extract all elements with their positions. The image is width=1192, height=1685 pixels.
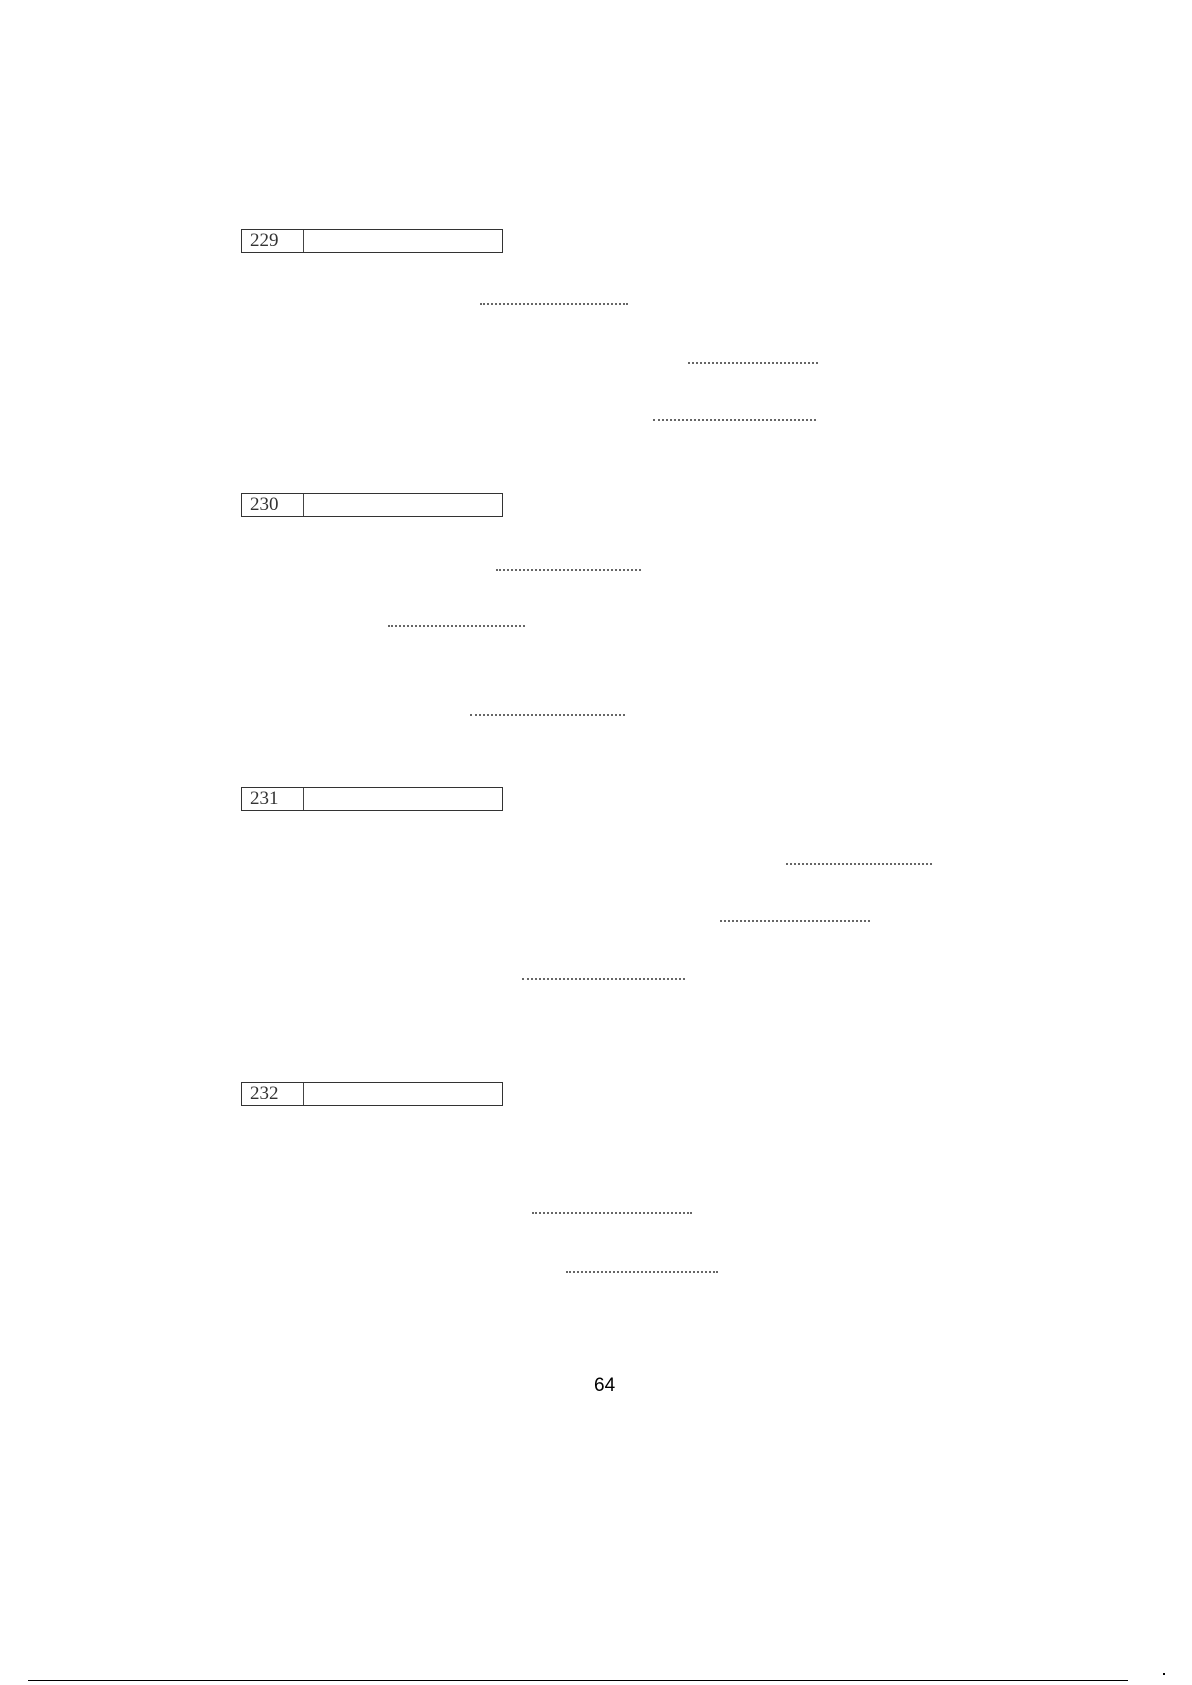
- answer-blank[interactable]: [532, 1208, 692, 1214]
- page-number: 64: [594, 1375, 616, 1396]
- answer-blank[interactable]: [720, 916, 870, 922]
- answer-field[interactable]: [304, 788, 502, 810]
- question-box-232: [241, 1082, 503, 1106]
- answer-blank[interactable]: [496, 565, 641, 571]
- corner-mark: [1163, 1673, 1165, 1675]
- answer-blank[interactable]: [480, 299, 628, 305]
- answer-blank[interactable]: [470, 710, 625, 716]
- question-number: 230: [242, 494, 304, 516]
- answer-field[interactable]: [304, 230, 502, 252]
- answer-field[interactable]: [304, 494, 502, 516]
- question-number: 231: [242, 788, 304, 810]
- answer-blank[interactable]: [388, 621, 525, 627]
- answer-blank[interactable]: [566, 1267, 718, 1273]
- answer-blank[interactable]: [653, 415, 816, 421]
- question-number: 229: [242, 230, 304, 252]
- answer-blank[interactable]: [522, 974, 685, 980]
- bottom-rule: [28, 1680, 1128, 1681]
- question-box-230: [241, 493, 503, 517]
- question-number: 232: [242, 1083, 304, 1105]
- answer-blank[interactable]: [786, 859, 932, 865]
- answer-blank[interactable]: [688, 358, 818, 364]
- answer-field[interactable]: [304, 1083, 502, 1105]
- question-box-231: [241, 787, 503, 811]
- question-box-229: [241, 229, 503, 253]
